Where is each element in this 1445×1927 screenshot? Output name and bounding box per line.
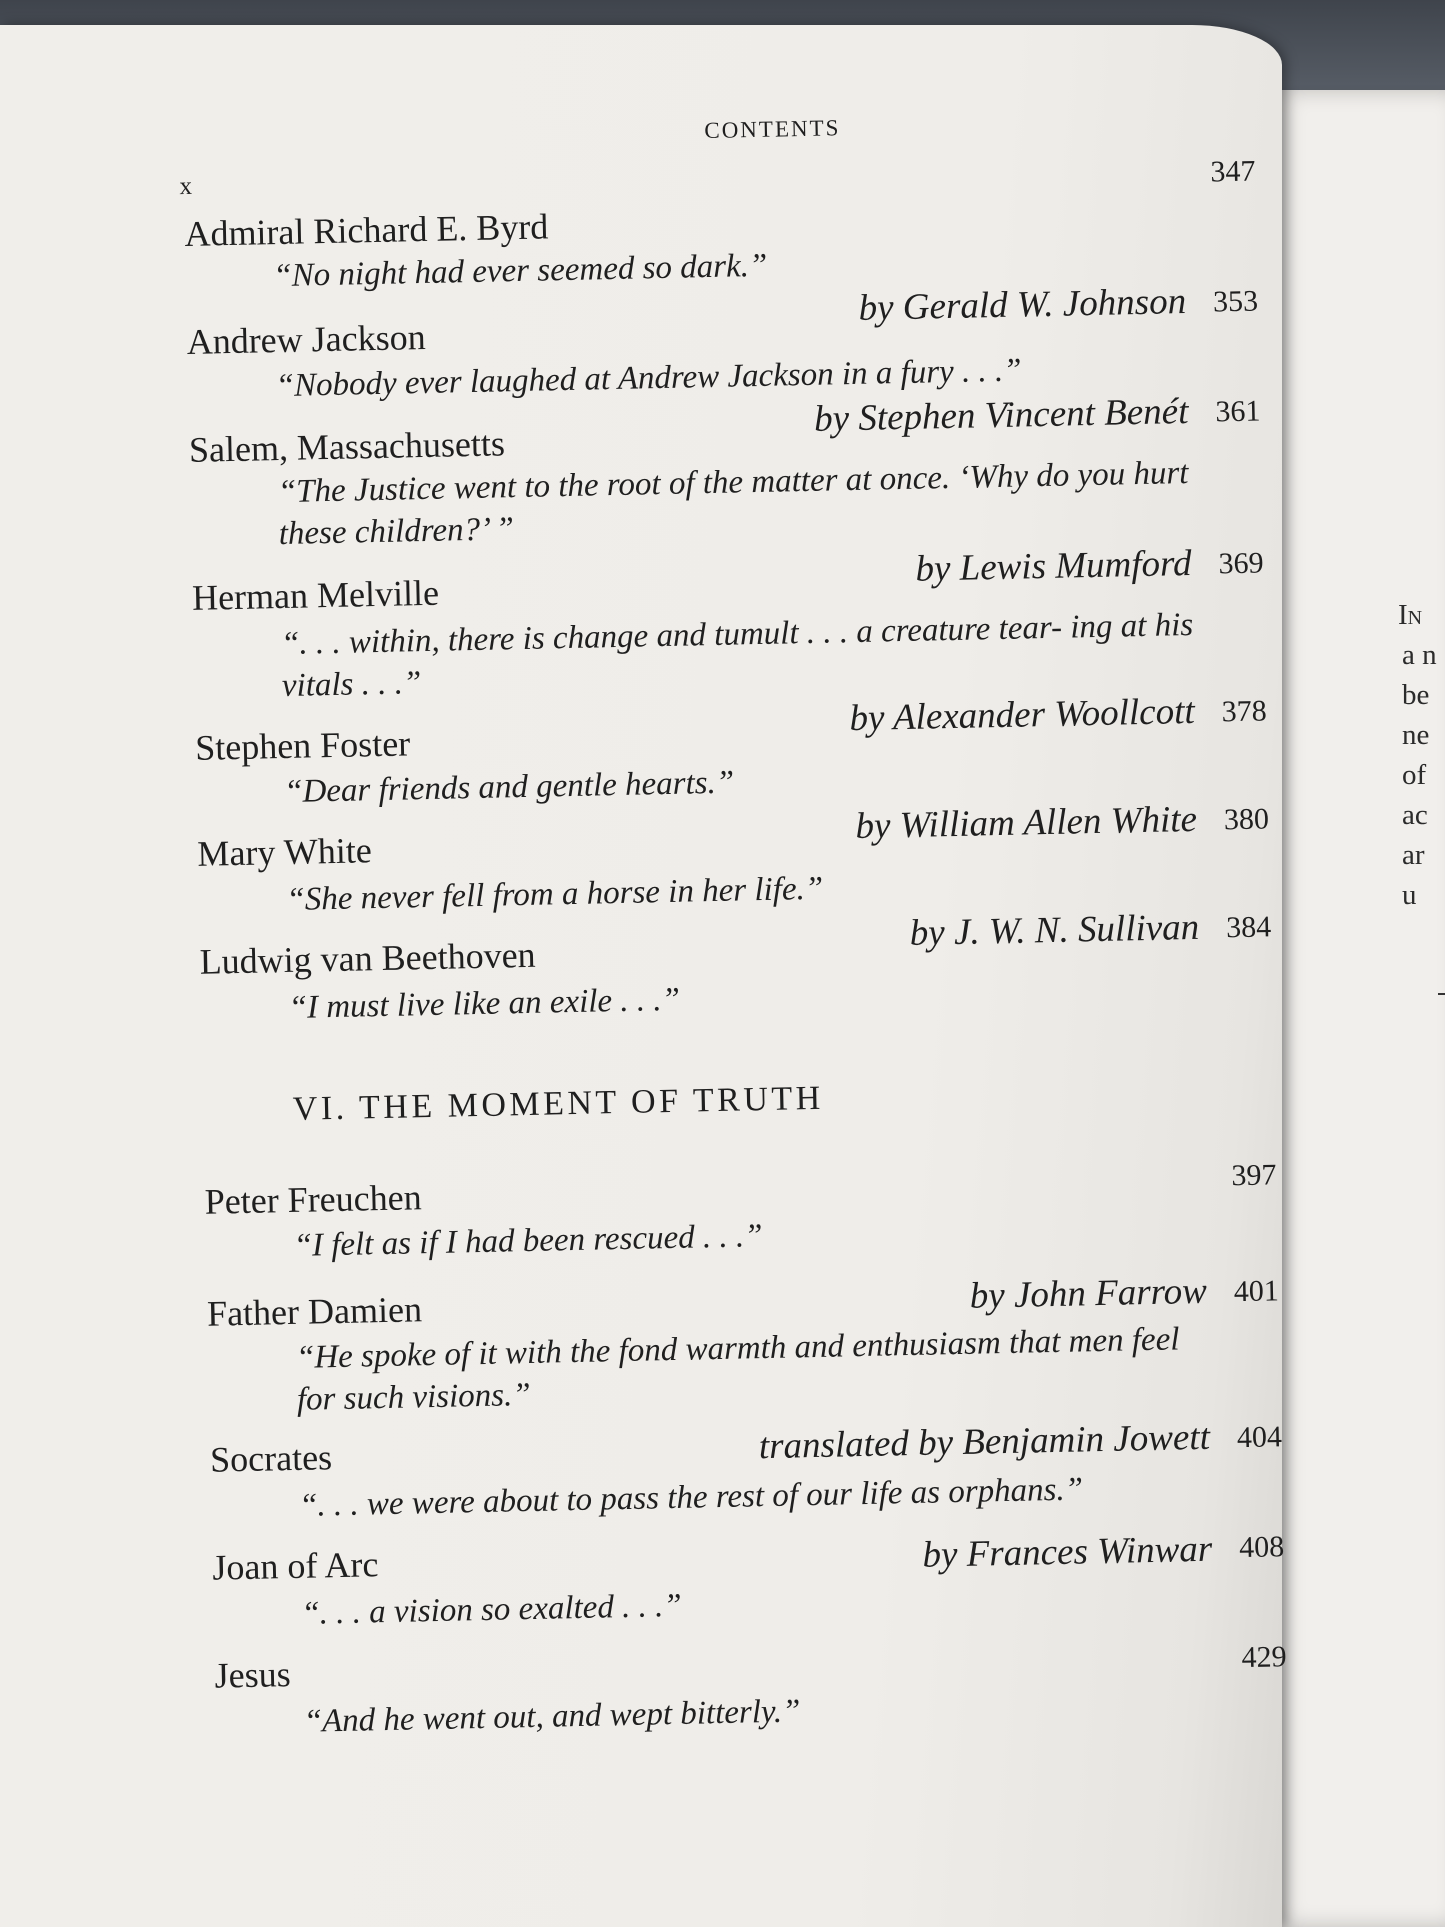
entry-author: by Alexander Woollcott	[849, 690, 1196, 740]
entry-quote: “. . . within, there is change and tumult . . . a creature tear- ing at his vitals . . .”	[280, 606, 1194, 705]
entry-quote: “No night had ever seemed so dark.”	[272, 247, 768, 295]
page-number: 353	[1212, 284, 1259, 319]
entry-quote: “He spoke of it with the fond warmth and enthusiasm that men feel for such visions.”	[295, 1321, 1180, 1418]
entry-subject: Herman Melville	[191, 572, 440, 618]
page-number: 397	[1231, 1158, 1277, 1193]
entry-author: by Lewis Mumford	[915, 542, 1193, 590]
facing-line: be	[1402, 679, 1430, 711]
page-folio: x	[179, 172, 193, 201]
entry-quote: “Nobody ever laughed at Andrew Jackson in a fury . . .”	[275, 352, 1022, 405]
facing-page-text	[1398, 595, 1437, 915]
facing-line: u	[1402, 879, 1417, 911]
facing-page	[1270, 90, 1445, 1927]
entry-subject: Father Damien	[206, 1289, 423, 1334]
entry-author: by John Farrow	[969, 1270, 1208, 1317]
entry-author: translated by Benjamin Jowett	[758, 1416, 1211, 1468]
entry-author: by Stephen Vincent Benét	[813, 390, 1189, 440]
page-number: 408	[1238, 1530, 1285, 1565]
page-number: 429	[1241, 1640, 1287, 1675]
entry-quote: “The Justice went to the root of the matter at once. ‘Why do you hurt these children?’ ”	[277, 455, 1189, 553]
page-number: 347	[1210, 154, 1256, 189]
entry-quote: “. . . we were about to pass the rest of our life as orphans.”	[298, 1471, 1084, 1524]
entry-quote: “She never fell from a horse in her life.”	[286, 870, 824, 918]
book-page	[0, 25, 1287, 1927]
facing-line: In	[1398, 599, 1423, 631]
page-number: 369	[1218, 546, 1264, 581]
running-head: CONTENTS	[704, 115, 841, 144]
entry-author: by Gerald W. Johnson	[858, 281, 1187, 329]
entry-subject: Socrates	[209, 1437, 333, 1480]
entry-subject: Peter Freuchen	[204, 1177, 423, 1222]
facing-page-rule	[1438, 993, 1445, 995]
entry-subject: Ludwig van Beethoven	[199, 934, 536, 982]
entry-author: by J. W. N. Sullivan	[909, 906, 1200, 954]
entry-subject: Stephen Foster	[194, 723, 411, 768]
entry-subject: Salem, Massachusetts	[188, 423, 506, 470]
facing-line: ac	[1402, 799, 1428, 831]
facing-line: of	[1402, 759, 1427, 791]
facing-line: ne	[1402, 719, 1430, 751]
entry-quote: “I must live like an exile . . .”	[288, 981, 681, 1026]
entry-quote: “. . . a vision so exalted . . .”	[300, 1587, 683, 1632]
entry-quote: “And he went out, and wept bitterly.”	[303, 1693, 801, 1740]
entry-subject: Jesus	[214, 1654, 292, 1696]
page-number: 361	[1215, 394, 1261, 429]
page-number: 380	[1223, 802, 1270, 837]
page-number: 378	[1221, 694, 1268, 729]
facing-line: a n	[1402, 639, 1437, 671]
entry-quote: “I felt as if I had been rescued . . .”	[293, 1218, 763, 1264]
entry-subject: Mary White	[197, 830, 373, 874]
entry-author: by Frances Winwar	[922, 1528, 1213, 1576]
entry-subject: Admiral Richard E. Byrd	[184, 206, 549, 254]
entry-quote: “Dear friends and gentle hearts.”	[283, 764, 735, 811]
page-number: 384	[1225, 910, 1272, 945]
entry-subject: Joan of Arc	[211, 1544, 379, 1588]
entry-subject: Andrew Jackson	[186, 316, 427, 362]
section-title: VI. THE MOMENT OF TRUTH	[292, 1079, 825, 1128]
contents-block	[179, 94, 1287, 1740]
page-number: 401	[1233, 1274, 1280, 1309]
entry-author: by William Allen White	[855, 798, 1198, 848]
facing-line: ar	[1402, 839, 1425, 871]
page-number: 404	[1236, 1420, 1283, 1455]
